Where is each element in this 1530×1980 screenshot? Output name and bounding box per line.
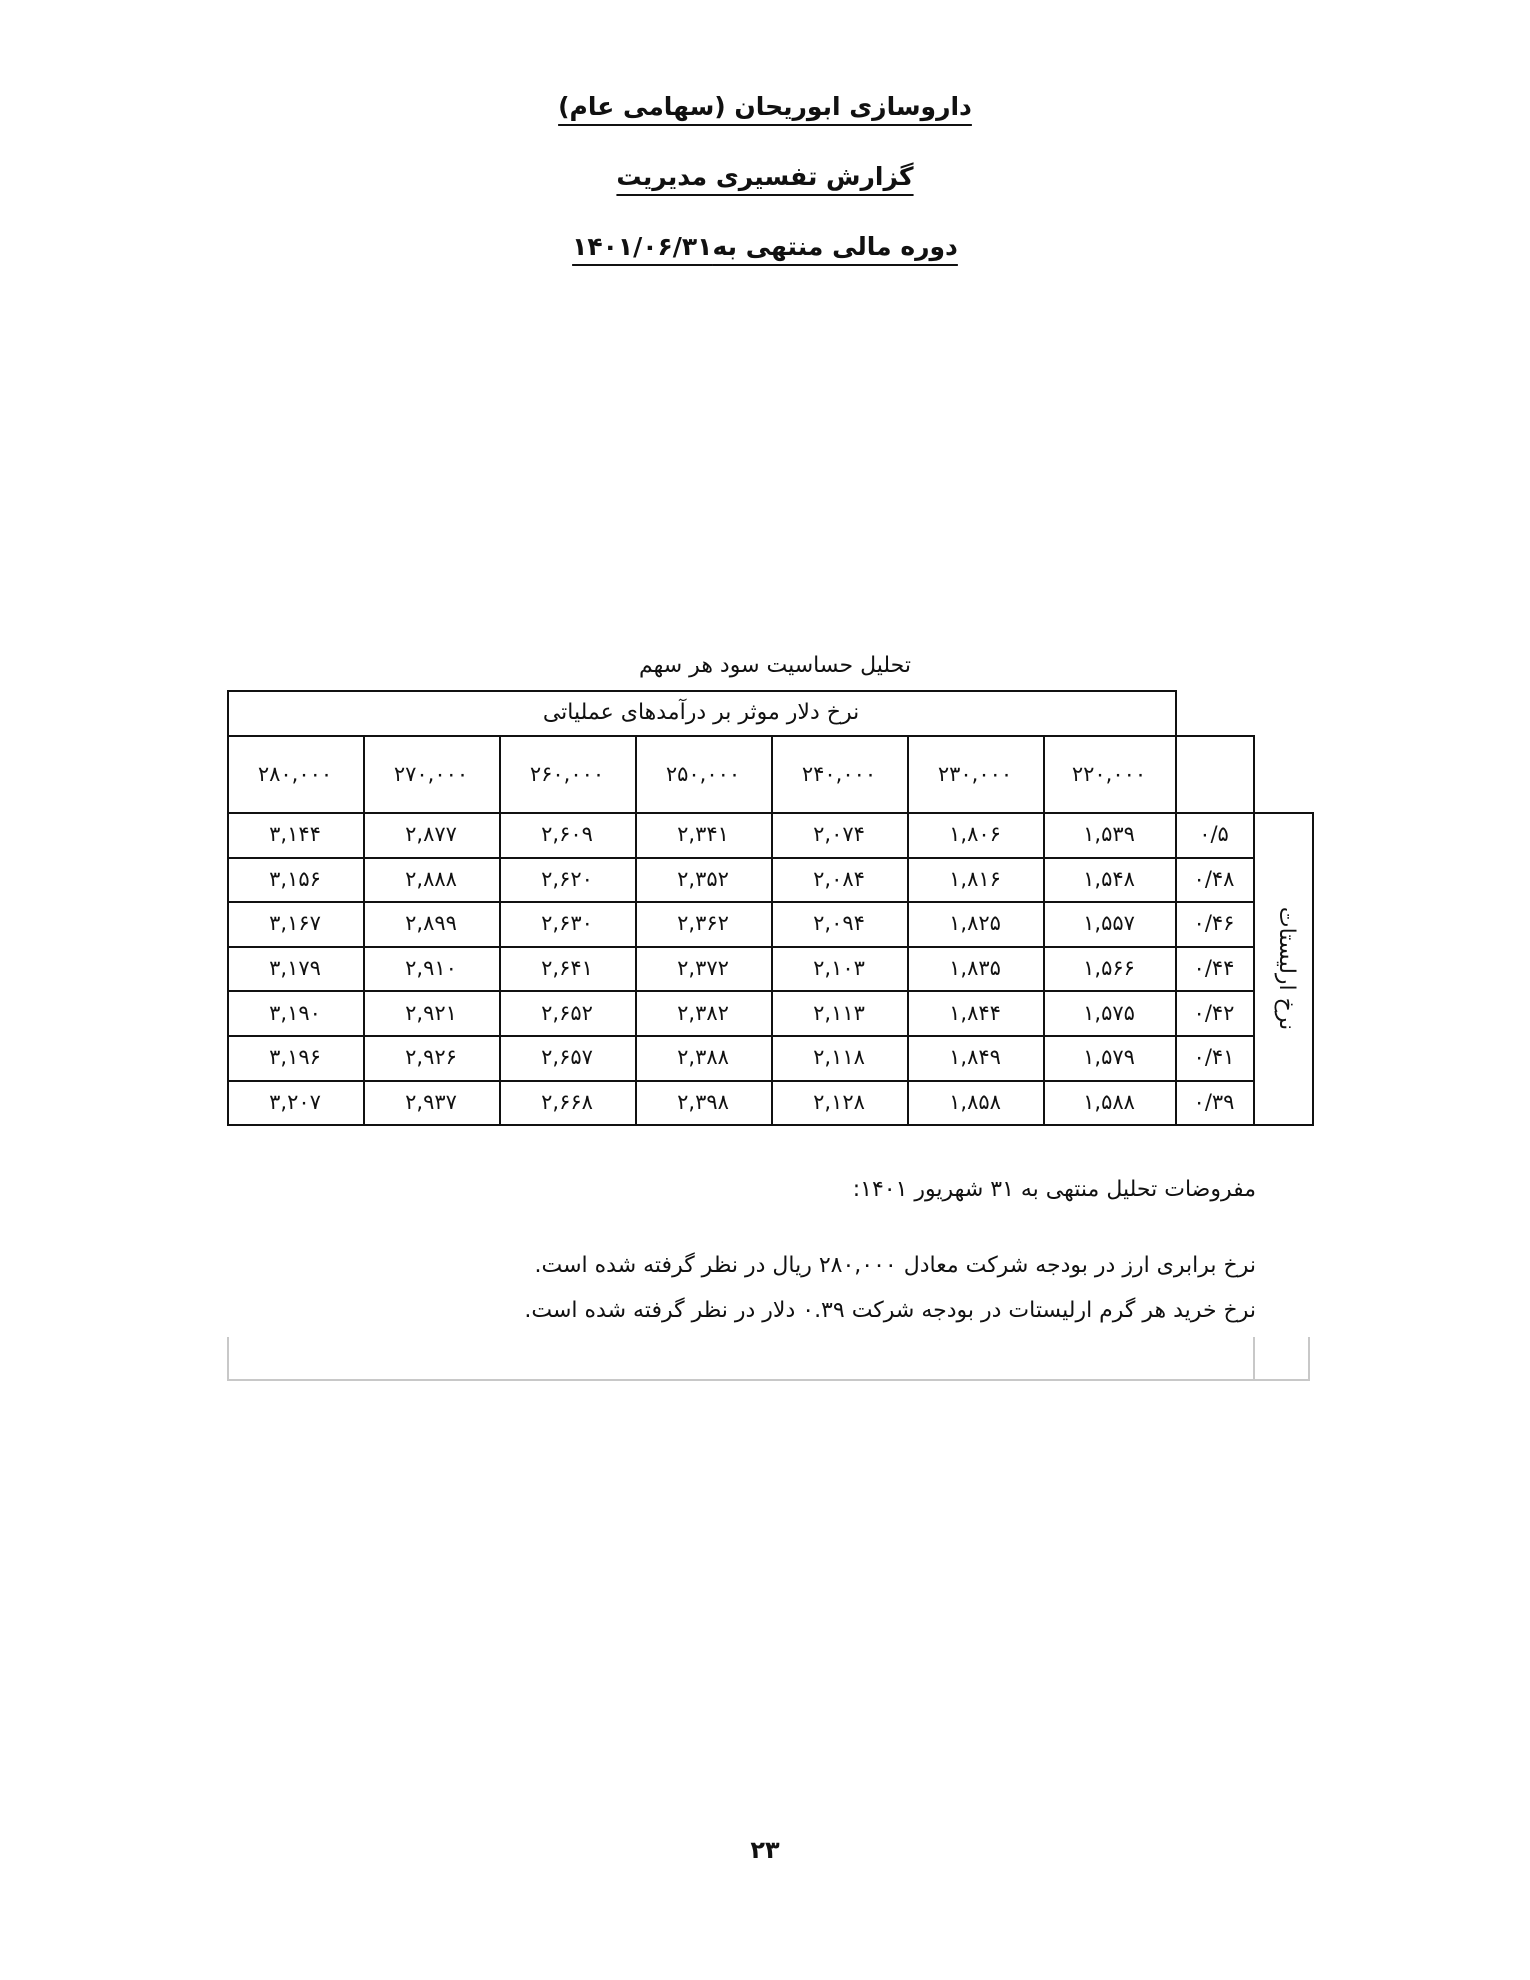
table-cell: ۲,۶۵۲ (541, 1000, 593, 1025)
table-border-side-right (1312, 812, 1314, 1126)
assumptions-heading: مفروضات تحلیل منتهی به ۳۱ شهریور ۱۴۰۱: (852, 1177, 1256, 1202)
table-cell: ۲,۹۲۱ (405, 1000, 457, 1025)
table-cell: ۱,۵۷۹ (1083, 1045, 1135, 1070)
column-header: ۲۳۰,۰۰۰ (937, 761, 1013, 786)
page-number: ۲۳ (750, 1836, 780, 1864)
table-cell: ۲,۰۷۴ (813, 822, 865, 847)
report-title: گزارش تفسیری مدیریت (616, 162, 914, 191)
table-cell: ۲,۰۹۴ (813, 911, 865, 936)
table-cell: ۲,۳۶۲ (677, 911, 729, 936)
table-cell: ۱,۸۱۶ (949, 866, 1001, 891)
table-cell: ۱,۵۸۸ (1083, 1089, 1135, 1114)
row-rate-cell: ۰/۴۴ (1193, 956, 1235, 981)
table-cell: ۲,۱۱۸ (813, 1045, 865, 1070)
table-cell: ۱,۵۴۸ (1083, 866, 1135, 891)
table-border-rate-right (1253, 735, 1255, 1126)
assumption-fx-rate: نرخ برابری ارز در بودجه شرکت معادل ۲۸۰,۰۰۰ ریال در نظر گرفته شده است. (534, 1253, 1256, 1278)
table-cell: ۱,۸۴۴ (949, 1000, 1001, 1025)
table-cell: ۱,۸۰۶ (949, 822, 1001, 847)
column-header: ۲۵۰,۰۰۰ (665, 761, 741, 786)
table-cell: ۲,۳۵۲ (677, 866, 729, 891)
table-cell: ۲,۶۲۰ (541, 866, 593, 891)
table-border-group-right (1175, 690, 1177, 735)
row-rate-cell: ۰/۴۶ (1193, 911, 1235, 936)
column-header: ۲۶۰,۰۰۰ (529, 761, 605, 786)
table-cell: ۲,۸۸۸ (405, 866, 457, 891)
faint-box-border (227, 1337, 1310, 1381)
table-cell: ۳,۱۴۴ (269, 822, 321, 847)
table-caption (0, 653, 1530, 678)
table-cell: ۱,۸۳۵ (949, 956, 1001, 981)
table-border-header-top-rate (1175, 735, 1253, 737)
column-group-header: نرخ دلار موثر بر درآمدهای عملیاتی (542, 700, 860, 725)
table-cell: ۲,۹۳۷ (405, 1089, 457, 1114)
table-cell: ۲,۶۳۰ (541, 911, 593, 936)
table-cell: ۱,۵۵۷ (1083, 911, 1135, 936)
table-cell: ۱,۸۵۸ (949, 1089, 1001, 1114)
table-cell: ۳,۱۶۷ (269, 911, 321, 936)
table-cell: ۲,۱۱۳ (813, 1000, 865, 1025)
table-cell: ۲,۱۲۸ (813, 1089, 865, 1114)
table-caption-text: تحلیل حساسیت سود هر سهم (638, 653, 912, 678)
table-cell: ۱,۵۶۶ (1083, 956, 1135, 981)
column-header: ۲۲۰,۰۰۰ (1071, 761, 1147, 786)
table-cell: ۲,۳۹۸ (677, 1089, 729, 1114)
table-cell: ۳,۱۷۹ (269, 956, 321, 981)
row-group-label-text: نرخ ارلیستات (1274, 906, 1300, 1030)
column-header: ۲۴۰,۰۰۰ (801, 761, 877, 786)
faint-box-divider (1253, 1337, 1255, 1379)
table-cell: ۲,۹۱۰ (405, 956, 457, 981)
assumption-orlistat-price: نرخ خرید هر گرم ارلیستات در بودجه شرکت ۰.۳۹ دلار در نظر گرفته شده است. (524, 1298, 1256, 1323)
table-cell: ۲,۶۵۷ (541, 1045, 593, 1070)
table-cell: ۳,۲۰۷ (269, 1089, 321, 1114)
table-cell: ۲,۱۰۳ (813, 956, 865, 981)
table-cell: ۳,۱۹۰ (269, 1000, 321, 1025)
table-cell: ۲,۰۸۴ (813, 866, 865, 891)
column-header: ۲۷۰,۰۰۰ (393, 761, 469, 786)
table-cell: ۱,۸۲۵ (949, 911, 1001, 936)
row-rate-cell: ۰/۳۹ (1193, 1089, 1235, 1114)
table-cell: ۲,۳۸۲ (677, 1000, 729, 1025)
period-title: دوره مالی منتهی به۱۴۰۱/۰۶/۳۱ (572, 232, 958, 261)
table-cell: ۲,۸۷۷ (405, 822, 457, 847)
row-group-label (1262, 812, 1312, 1124)
column-header: ۲۸۰,۰۰۰ (257, 761, 333, 786)
table-cell: ۱,۵۳۹ (1083, 822, 1135, 847)
table-cell: ۳,۱۵۶ (269, 866, 321, 891)
table-cell: ۲,۶۶۸ (541, 1089, 593, 1114)
row-rate-cell: ۰/۵ (1199, 822, 1229, 847)
table-cell: ۱,۵۷۵ (1083, 1000, 1135, 1025)
table-border-bottom (227, 1124, 1312, 1126)
table-cell: ۲,۳۴۱ (677, 822, 729, 847)
row-rate-cell: ۰/۴۱ (1193, 1045, 1235, 1070)
table-cell: ۲,۶۰۹ (541, 822, 593, 847)
table-cell: ۲,۹۲۶ (405, 1045, 457, 1070)
table-cell: ۲,۳۷۲ (677, 956, 729, 981)
table-cell: ۲,۸۹۹ (405, 911, 457, 936)
row-rate-cell: ۰/۴۸ (1193, 866, 1235, 891)
company-title: داروسازی ابوریحان (سهامی عام) (558, 92, 972, 121)
table-cell: ۳,۱۹۶ (269, 1045, 321, 1070)
row-rate-cell: ۰/۴۲ (1193, 1000, 1235, 1025)
table-cell: ۱,۸۴۹ (949, 1045, 1001, 1070)
table-cell: ۲,۳۸۸ (677, 1045, 729, 1070)
table-cell: ۲,۶۴۱ (541, 956, 593, 981)
